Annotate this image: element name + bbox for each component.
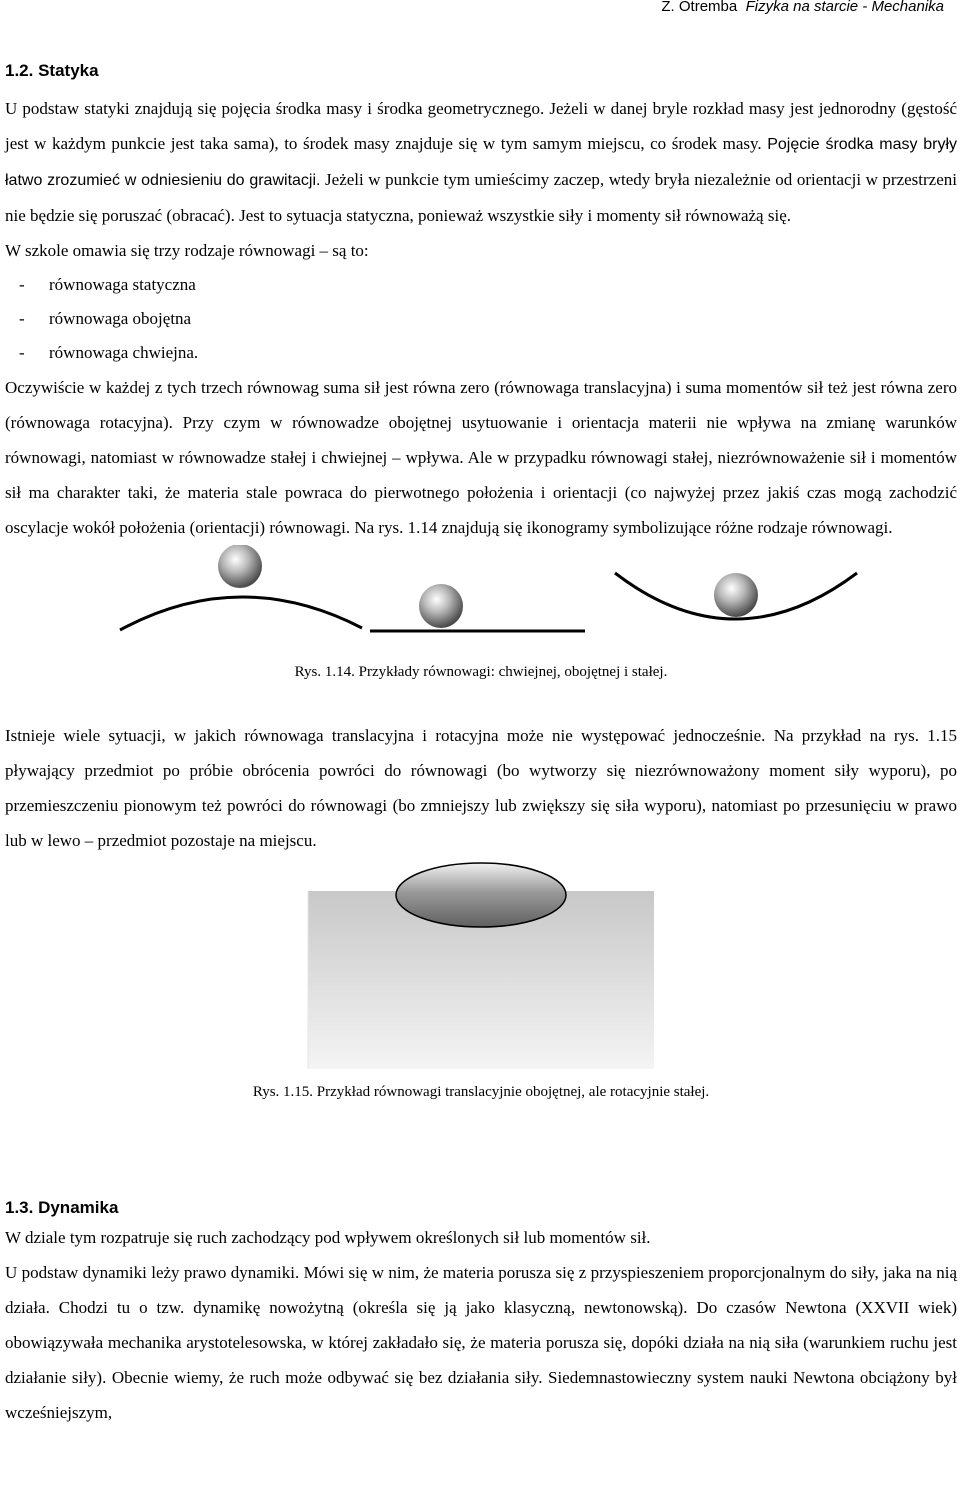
list-item: - równowaga statyczna — [19, 275, 196, 294]
intro-part-a: U podstaw statyki znajdują się pojęcia środka masy i środka geometrycznego. Jeżeli w danej bryle rozkład masy jest jednorodny (gęstość jest w każdym punkcie jest taka sama), to środek masy znajduje się w tym samym miejscu, co środek masy. — [5, 99, 957, 153]
section-heading-statyka: 1.2. Statyka — [5, 61, 99, 80]
paragraph-oczywiscie: Oczywiście w każdej z tych trzech równowag suma sił jest równa zero (równowaga translacyjna) i suma momentów sił też jest równa zero (równowaga rotacyjna). Przy czym w równowadze obojętnej usytuowanie i orientacja materii nie wpływa na zmianę warunków równowagi, natomiast w równowadze stałej i chwiejnej – wpływa. Ale w przypadku równowagi stałej, niezrównoważenie sił i momentów sił ma charakter taki, że materia stale powraca do pierwotnego położenia i orientacji (co najwyżej przez jakiś czas mogą zachodzić oscylacje wokół położenia (orientacji) równowagi. Na rys. 1.14 znajdują się ikonogramy symbolizujące różne rodzaje równowagi. — [5, 378, 957, 537]
paragraph-prawo-dynamiki: U podstaw dynamiki leży prawo dynamiki. Mówi się w nim, że materia porusza się z przyspieszeniem proporcjonalnym do siły, jaka na nią działa. Chodzi tu o tzw. dynamikę nowożytną (określa się ją jako klasyczną, newtonowską). Do czasów Newtona (XXVII wiek) obowiązywała mechanika arystotelesowska, w której zakładało się, że materia porusza się, dopóki działa na nią siła (warunkiem ruchu jest działanie siły). Obecnie wiemy, że ruch może odbywać się bez działania siły. Siedemnastowieczny system nauki Newtona obciążony był wcześniejszym, — [5, 1263, 957, 1422]
paragraph-dynamika-intro: W dziale tym rozpatruje się ruch zachodzący pod wpływem określonych sił lub momentów sił. — [5, 1228, 651, 1247]
equilibrium-list — [5, 268, 957, 370]
page-body — [5, 55, 957, 1430]
ball-stable-icon — [714, 573, 758, 617]
figure-1-15 — [5, 861, 957, 1069]
figure-1-14 — [5, 545, 957, 663]
hill-curve — [120, 597, 362, 630]
section-heading-dynamika: 1.3. Dynamika — [5, 1198, 119, 1217]
figure-1-14-caption: Rys. 1.14. Przykłady równowagi: chwiejnej, obojętnej i stałej. — [294, 664, 668, 680]
figure-1-15-caption: Rys. 1.15. Przykład równowagi translacyjnie obojętnej, ale rotacyjnie stałej. — [252, 1084, 710, 1100]
ball-unstable-icon — [218, 545, 262, 588]
list-item: - równowaga obojętna — [19, 309, 192, 328]
header-title: Fizyka na starcie - Mechanika — [745, 0, 944, 15]
paragraph-statyka-intro — [5, 91, 957, 233]
header-author: Z. Otremba — [661, 0, 738, 15]
paragraph-istnieje: Istnieje wiele sytuacji, w jakich równowaga translacyjna i rotacyjna może nie występować jednocześnie. Na przykład na rys. 1.15 pływający przedmiot po próbie obrócenia powróci do równowagi (bo wytworzy się niezrównoważony moment siły wyporu), po przemieszczeniu pionowym też powróci do równowagi (bo zmniejszy lub zwiększy się siła wyporu), natomiast po przesunięciu w prawo lub w lewo – przedmiot pozostaje na miejscu. — [5, 726, 957, 850]
equilibrium-iconograms — [5, 545, 957, 663]
ball-neutral-icon — [419, 584, 463, 628]
running-header — [0, 0, 960, 16]
intro-part-b: Pojęcie środka masy bryły łatwo zrozumieć w odniesieniu do grawitacji. — [5, 136, 957, 189]
paragraph-rodzaje: W szkole omawia się trzy rodzaje równowagi – są to: — [5, 241, 369, 260]
floating-object-diagram — [5, 861, 957, 1069]
floating-object-icon — [396, 863, 566, 927]
list-item: - równowaga chwiejna. — [19, 343, 199, 362]
intro-part-c: Jeżeli w punkcie tym umieścimy zaczep, wtedy bryła niezależnie od orientacji w przestrzeni nie będzie się poruszać (obracać). Jest to sytuacja statyczna, ponieważ wszystkie siły i momenty sił równoważą się. — [5, 170, 958, 225]
